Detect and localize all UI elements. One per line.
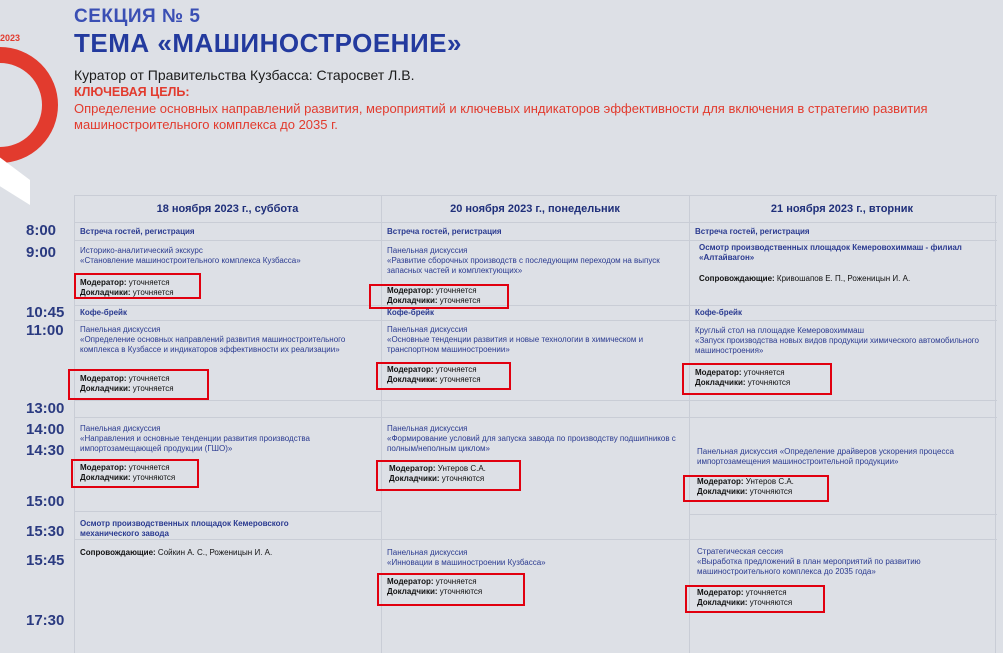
day-header: 18 ноября 2023 г., суббота [156, 203, 299, 215]
highlight-box [376, 362, 511, 390]
moderator-value: уточняется [433, 577, 477, 586]
speakers-label: Докладчики: [80, 288, 131, 297]
highlight-box [685, 585, 825, 613]
speakers-value: уточняются [745, 378, 791, 387]
event-type: Панельная дискуссия [80, 424, 161, 433]
time-label: 8:00 [26, 222, 57, 239]
row-divider [74, 240, 997, 241]
event-title: «Запуск производства новых видов продукции химического автомобильного машиностроения» [695, 336, 979, 355]
event-panel [387, 424, 677, 454]
event-title: «Выработка предложений в план мероприятий по развитию машиностроительного комплекса до 2035 года» [697, 557, 921, 576]
coffee-break: Кофе-брейк [80, 308, 127, 317]
escort-label: Сопровождающие: [80, 548, 156, 557]
highlight-box [682, 363, 832, 395]
time-label: 11:00 [26, 322, 64, 339]
event-tour: Осмотр производственных площадок Кемеровохиммаш - филиал «Алтайвагон» [699, 243, 962, 262]
time-label: 15:30 [26, 523, 65, 540]
row-divider [74, 222, 997, 223]
escort-line [699, 274, 910, 284]
time-label: 9:00 [26, 244, 57, 261]
row-divider [74, 539, 997, 540]
speakers-label: Докладчики: [80, 384, 131, 393]
row-divider [74, 511, 382, 512]
column-divider [74, 196, 75, 653]
moderator-label: Модератор: [387, 365, 434, 374]
escort-value: Кривошапов Е. П., Роженицын И. А. [774, 274, 911, 283]
time-label: 13:00 [26, 400, 65, 417]
event-type: Панельная дискуссия [387, 548, 468, 557]
event-type: Стратегическая сессия [697, 547, 784, 556]
speakers-label: Докладчики: [387, 375, 438, 384]
speakers-label: Докладчики: [387, 587, 438, 596]
row-divider [74, 417, 997, 418]
moderator-value: Унтеров С.А. [743, 477, 794, 486]
coffee-break: Кофе-брейк [387, 308, 434, 317]
event-strategy-session [697, 547, 987, 577]
time-label: 15:45 [26, 552, 65, 569]
goal-label: КЛЮЧЕВАЯ ЦЕЛЬ: [74, 85, 190, 99]
event-panel [387, 246, 677, 276]
event-history [80, 246, 370, 266]
section-heading: СЕКЦИЯ № 5 [74, 6, 201, 27]
time-label: 10:45 [26, 304, 65, 321]
moderator-value: уточняется [433, 286, 477, 295]
moderator-label: Модератор: [389, 464, 436, 473]
speakers-value: уточняется [130, 288, 174, 297]
moderator-value: уточняется [433, 365, 477, 374]
speakers-value: уточняется [437, 296, 481, 305]
row-divider [74, 400, 997, 401]
row-divider [74, 305, 997, 306]
highlight-box [68, 369, 209, 400]
event-title: «Становление машиностроительного комплекса Кузбасса» [80, 256, 301, 265]
moderator-label: Модератор: [697, 477, 744, 486]
highlight-box [376, 460, 521, 491]
schedule-table [74, 195, 997, 653]
event-panel [387, 548, 677, 568]
event-type: Историко-аналитический экскурс [80, 246, 203, 255]
speakers-value: уточняются [437, 587, 483, 596]
moderator-label: Модератор: [387, 577, 434, 586]
event-type: Панельная дискуссия [387, 424, 468, 433]
moderator-value: уточняется [743, 588, 787, 597]
highlight-box [683, 475, 829, 502]
highlight-box [74, 273, 201, 299]
time-label: 17:30 [26, 612, 65, 629]
speakers-value: уточняется [130, 384, 174, 393]
moderator-value: уточняется [741, 368, 785, 377]
curator-line: Куратор от Правительства Кузбасса: Старосвет Л.В. [74, 67, 415, 83]
speakers-label: Докладчики: [387, 296, 438, 305]
highlight-box [71, 459, 199, 488]
time-label: 14:00 [26, 421, 65, 438]
theme-heading: ТЕМА «МАШИНОСТРОЕНИЕ» [74, 28, 462, 58]
event-title: «Инновации в машиностроении Кузбасса» [387, 558, 546, 567]
speakers-value: уточняются [439, 474, 485, 483]
event-title: «Направления и основные тенденции развития производства импортозамещающей продукции (ГШО)» [80, 434, 310, 453]
escort-line [80, 548, 272, 558]
event-panel [80, 325, 370, 355]
event-type: Панельная дискуссия [387, 246, 468, 255]
row-divider [689, 514, 997, 515]
moderator-value: Унтеров С.А. [435, 464, 486, 473]
event-type: Панельная дискуссия [80, 325, 161, 334]
moderator-value: уточняется [126, 278, 170, 287]
time-label: 15:00 [26, 493, 65, 510]
speakers-value: уточняются [130, 473, 176, 482]
day-header: 20 ноября 2023 г., понедельник [450, 203, 620, 215]
event-type: Круглый стол на площадке Кемеровохиммаш [695, 326, 865, 335]
event-type: Панельная дискуссия [387, 325, 468, 334]
escort-label: Сопровождающие: [699, 274, 775, 283]
highlight-box [377, 573, 525, 606]
registration-note: Встреча гостей, регистрация [695, 227, 810, 236]
moderator-value: уточняется [126, 463, 170, 472]
moderator-label: Модератор: [80, 463, 127, 472]
event-title: «Определение основных направлений развития машиностроительного комплекса в Кузбассе и индикаторов эффективности их реализации» [80, 335, 346, 354]
speakers-label: Докладчики: [697, 598, 748, 607]
escort-value: Сойкин А. С., Роженицын И. А. [155, 548, 273, 557]
highlight-box [369, 284, 509, 309]
speakers-label: Докладчики: [80, 473, 131, 482]
event-tour: Осмотр производственных площадок Кемеровского механического завода [80, 519, 289, 538]
moderator-value: уточняется [126, 374, 170, 383]
row-divider [74, 320, 997, 321]
moderator-label: Модератор: [80, 374, 127, 383]
event-panel [80, 424, 370, 454]
event-title: «Формирование условий для запуска завода по производству подшипников с полным/неполным циклом» [387, 434, 676, 453]
goal-text: Определение основных направлений развития, мероприятий и ключевых индикаторов эффективности для включения в стратегию развития машиностроительного комплекса до 2035 г. [74, 101, 928, 132]
speakers-value: уточняются [747, 598, 793, 607]
time-label: 14:30 [26, 442, 65, 459]
day-header: 21 ноября 2023 г., вторник [770, 203, 914, 215]
coffee-break: Кофе-брейк [695, 308, 742, 317]
speakers-label: Докладчики: [697, 487, 748, 496]
event-title: «Основные тенденции развития и новые технологии в химическом и транспортном машиностроении» [387, 335, 644, 354]
speakers-label: Докладчики: [695, 378, 746, 387]
moderator-label: Модератор: [697, 588, 744, 597]
year-label: 2023 [0, 33, 21, 43]
event-panel [387, 325, 677, 355]
speakers-label: Докладчики: [389, 474, 440, 483]
moderator-label: Модератор: [387, 286, 434, 295]
forum-logo [0, 30, 80, 210]
speakers-value: уточняются [747, 487, 793, 496]
column-divider [995, 196, 996, 653]
event-roundtable [695, 326, 985, 356]
event-title: «Развитие сборочных производств с последующим переходом на выпуск запасных частей и комплектующих» [387, 256, 660, 275]
moderator-label: Модератор: [695, 368, 742, 377]
registration-note: Встреча гостей, регистрация [80, 227, 195, 236]
speakers-value: уточняется [437, 375, 481, 384]
event-panel: Панельная дискуссия «Определение драйверов ускорения процесса импортозамещения машиностроительной продукции» [697, 447, 954, 466]
registration-note: Встреча гостей, регистрация [387, 227, 502, 236]
moderator-label: Модератор: [80, 278, 127, 287]
